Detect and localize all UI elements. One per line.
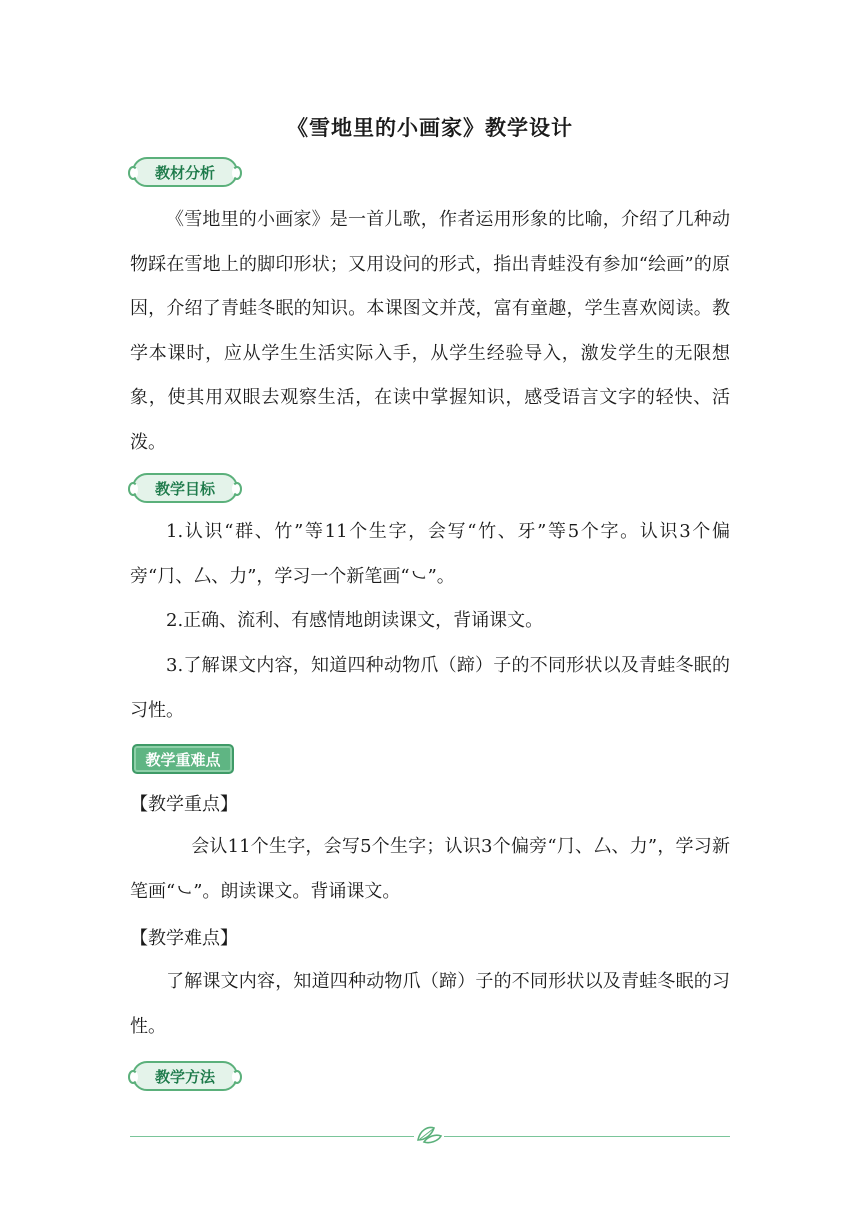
focus-paragraph: 会认11个生字，会写5个生字；认识3个偏旁“⺆、厶、力”，学习新笔画“㇃”。朗读课文。背诵课文。 bbox=[130, 836, 730, 902]
section-badge-goals bbox=[132, 473, 238, 503]
section-heading-key-points: 教学重难点 bbox=[145, 750, 221, 769]
focus-label: 【教学重点】 bbox=[130, 794, 238, 815]
section-heading-methods: 教学方法 bbox=[154, 1067, 215, 1086]
section-heading-goals: 教学目标 bbox=[154, 479, 215, 498]
document-title: 《雪地里的小画家》教学设计 bbox=[287, 116, 573, 140]
analysis-paragraph: 《雪地里的小画家》是一首儿歌，作者运用形象的比喻，介绍了几种动物踩在雪地上的脚印形状；又用设问的形式，指出青蛙没有参加“绘画”的原因，介绍了青蛙冬眠的知识。本课图文并茂，富有童趣，学生喜欢阅读。教学本课时，应从学生生活实际入手，从学生经验导入，激发学生的无限想象，使其用双眼去观察生活，在读中掌握知识，感受语言文字的轻快、活泼。 bbox=[130, 209, 730, 453]
section-badge-key-points bbox=[132, 744, 234, 774]
section-heading-analysis: 教材分析 bbox=[154, 163, 215, 182]
footer-divider-right bbox=[444, 1136, 730, 1137]
section-badge-methods bbox=[132, 1061, 238, 1091]
leaf-ornament-icon bbox=[414, 1122, 444, 1146]
difficulty-paragraph: 了解课文内容，知道四种动物爪（蹄）子的不同形状以及青蛙冬眠的习性。 bbox=[130, 971, 730, 1037]
goal-item-2: 2.正确、流利、有感情地朗读课文，背诵课文。 bbox=[166, 610, 544, 631]
difficulty-label: 【教学难点】 bbox=[130, 928, 238, 949]
section-badge-analysis bbox=[132, 157, 238, 187]
goal-item-1: 1.认识“群、竹”等11个生字，会写“竹、牙”等5个字。认识3个偏旁“⺆、厶、力”，学习一个新笔画“㇃”。 bbox=[130, 521, 730, 587]
goal-item-3: 3.了解课文内容，知道四种动物爪（蹄）子的不同形状以及青蛙冬眠的习性。 bbox=[130, 655, 730, 721]
footer-divider-left bbox=[130, 1136, 414, 1137]
